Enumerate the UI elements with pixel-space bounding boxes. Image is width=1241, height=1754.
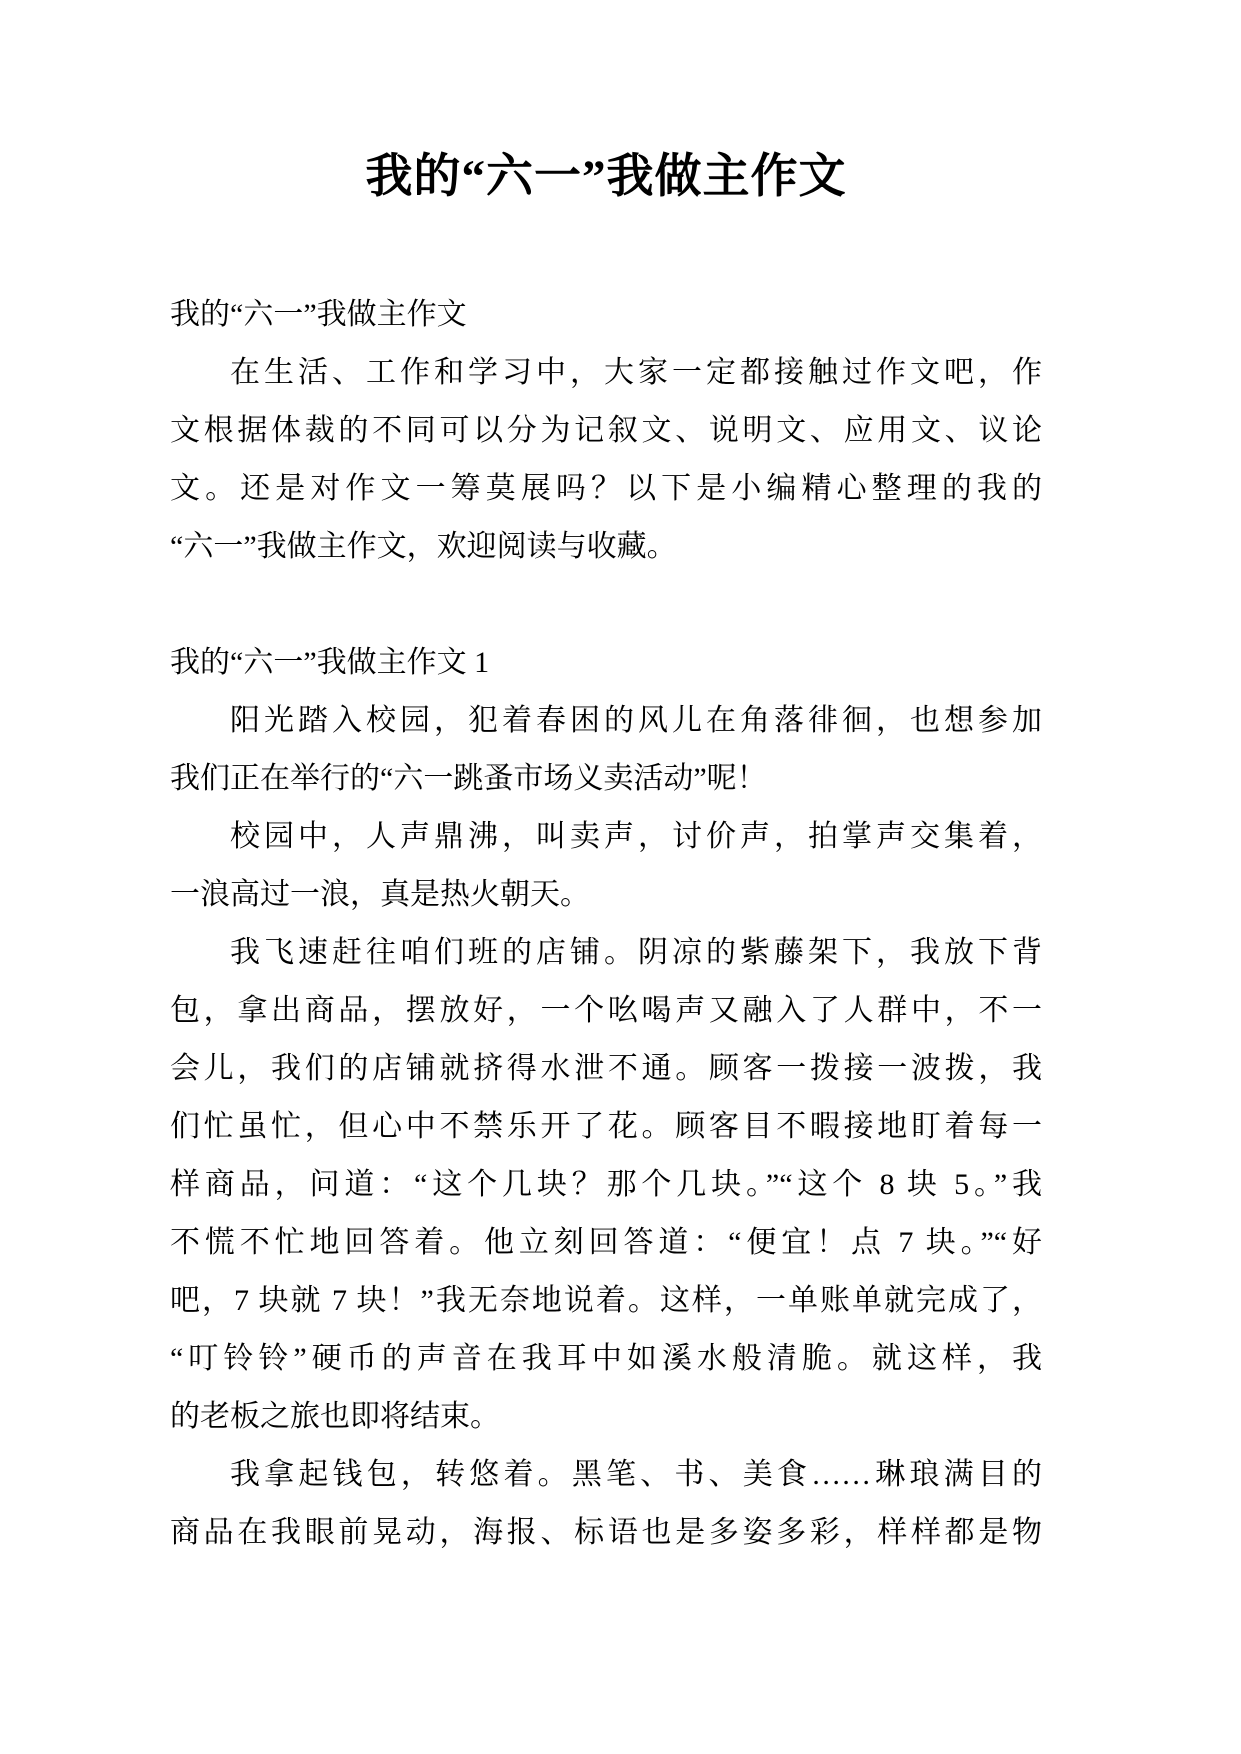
text-line: 我的“六一”我做主作文 [170, 298, 467, 331]
text-line: 商品在我眼前晃动，海报、标语也是多姿多彩，样样都是物 [170, 1516, 1042, 1549]
text-line: 不慌不忙地回答着。他立刻回答道：“便宜！点 7 块。”“好 [170, 1226, 1042, 1259]
text-line: 吧，7 块就 7 块！”我无奈地说着。这样，一单账单就完成了， [170, 1284, 1042, 1317]
text-line: “叮铃铃”硬币的声音在我耳中如溪水般清脆。就这样，我 [170, 1342, 1042, 1375]
text-line: 我的“六一”我做主作文 1 [170, 646, 490, 679]
text-line: “六一”我做主作文，欢迎阅读与收藏。 [170, 530, 677, 563]
text-line: 样商品，问道：“这个几块？那个几块。”“这个 8 块 5。”我 [170, 1168, 1042, 1201]
text-line: 在生活、工作和学习中，大家一定都接触过作文吧，作 [230, 356, 1042, 389]
document-title: 我的“六一”我做主作文 [365, 151, 847, 203]
text-line: 一浪高过一浪，真是热火朝天。 [170, 878, 590, 911]
text-line: 会儿，我们的店铺就挤得水泄不通。顾客一拨接一波拨，我 [170, 1052, 1042, 1085]
text-line: 文。还是对作文一筹莫展吗？以下是小编精心整理的我的 [170, 472, 1042, 505]
text-line: 我们正在举行的“六一跳蚤市场义卖活动”呢！ [170, 762, 767, 795]
text-line: 我飞速赶往咱们班的店铺。阴凉的紫藤架下，我放下背 [230, 936, 1042, 969]
text-line: 文根据体裁的不同可以分为记叙文、说明文、应用文、议论 [170, 414, 1042, 447]
text-line: 我拿起钱包，转悠着。黑笔、书、美食……琳琅满目的 [230, 1458, 1042, 1491]
document-body [170, 286, 1042, 1562]
text-line: 们忙虽忙，但心中不禁乐开了花。顾客目不暇接地盯着每一 [170, 1110, 1042, 1143]
text-line: 包，拿出商品，摆放好，一个吆喝声又融入了人群中，不一 [170, 994, 1042, 1027]
blank-line [170, 576, 1042, 634]
text-line: 阳光踏入校园，犯着春困的风儿在角落徘徊，也想参加 [230, 704, 1042, 737]
text-line: 校园中，人声鼎沸，叫卖声，讨价声，拍掌声交集着， [230, 820, 1042, 853]
text-line: 的老板之旅也即将结束。 [170, 1400, 500, 1433]
